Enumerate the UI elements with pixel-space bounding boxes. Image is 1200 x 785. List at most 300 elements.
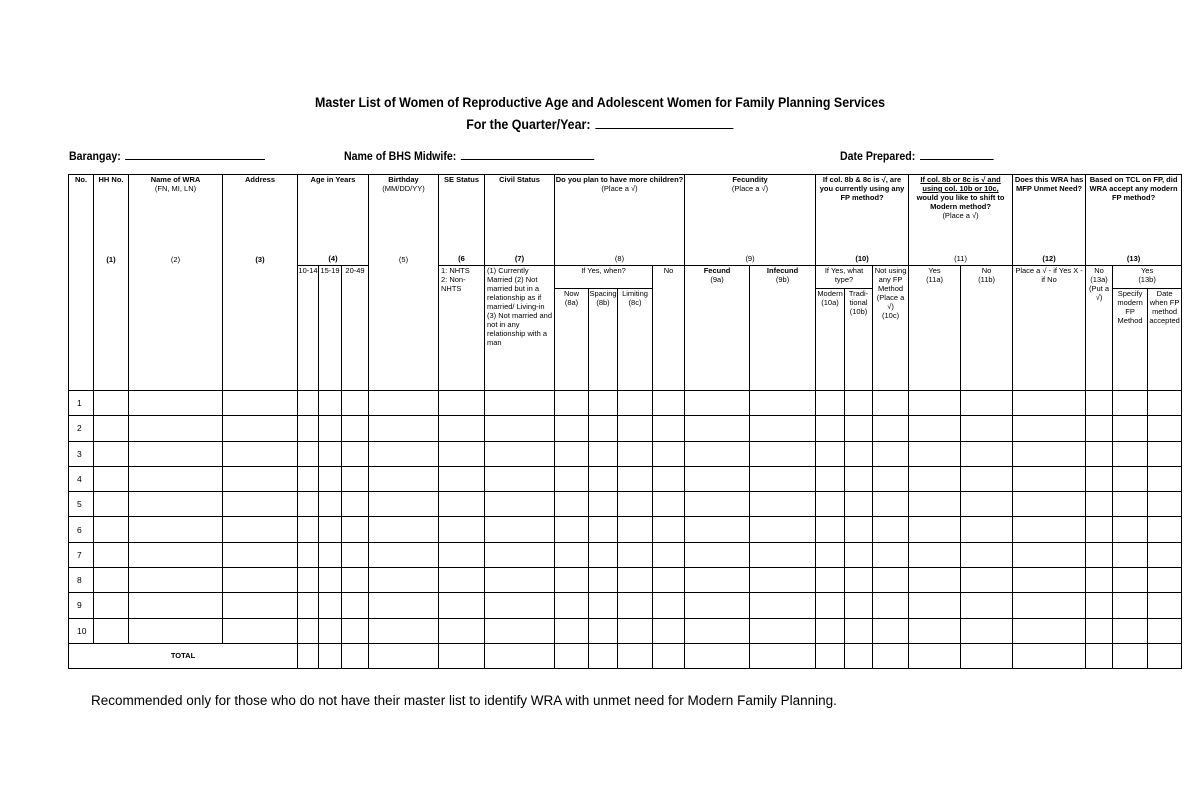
table-cell[interactable]: [961, 416, 1013, 441]
table-cell[interactable]: [223, 391, 298, 416]
table-cell[interactable]: [1013, 466, 1086, 491]
row-number: 10: [69, 618, 94, 643]
table-cell[interactable]: [1148, 391, 1182, 416]
table-cell[interactable]: [816, 466, 845, 491]
total-cell[interactable]: [873, 643, 909, 668]
table-cell[interactable]: [653, 466, 685, 491]
table-cell[interactable]: [1086, 568, 1113, 593]
total-cell[interactable]: [369, 643, 439, 668]
barangay-blank[interactable]: [126, 148, 266, 160]
table-cell[interactable]: [298, 391, 319, 416]
row-number: 4: [69, 466, 94, 491]
table-cell[interactable]: [589, 492, 618, 517]
table-cell[interactable]: [223, 542, 298, 567]
total-cell[interactable]: [685, 643, 750, 668]
table-cell[interactable]: [369, 542, 439, 567]
table-cell[interactable]: [618, 492, 653, 517]
table-cell[interactable]: [369, 416, 439, 441]
table-cell[interactable]: [369, 517, 439, 542]
table-cell[interactable]: [909, 391, 961, 416]
table-cell[interactable]: [1148, 441, 1182, 466]
col-fecundity-title: Fecundity: [732, 175, 768, 184]
table-cell[interactable]: [618, 618, 653, 643]
table-cell[interactable]: [555, 542, 589, 567]
table-cell[interactable]: [1013, 416, 1086, 441]
table-cell[interactable]: [816, 618, 845, 643]
table-cell[interactable]: [485, 391, 555, 416]
table-cell[interactable]: [685, 618, 750, 643]
plan-now-number: (8a): [564, 298, 579, 307]
table-cell[interactable]: [439, 568, 485, 593]
table-cell[interactable]: [342, 618, 369, 643]
table-cell[interactable]: [653, 492, 685, 517]
table-cell[interactable]: [618, 517, 653, 542]
table-cell[interactable]: [298, 542, 319, 567]
table-cell[interactable]: [298, 568, 319, 593]
table-cell[interactable]: [319, 492, 342, 517]
plan-limiting-label: Limiting: [622, 289, 648, 298]
table-cell[interactable]: [1086, 441, 1113, 466]
col-11-line3: would you like to shift to Modern method?: [916, 193, 1005, 211]
total-cell[interactable]: [485, 643, 555, 668]
table-cell[interactable]: [319, 441, 342, 466]
table-cell[interactable]: [909, 492, 961, 517]
total-cell[interactable]: [439, 643, 485, 668]
table-cell[interactable]: [653, 618, 685, 643]
table-cell[interactable]: [589, 593, 618, 618]
total-cell[interactable]: [1086, 643, 1113, 668]
table-cell[interactable]: [816, 593, 845, 618]
table-cell[interactable]: [909, 542, 961, 567]
table-cell[interactable]: [129, 441, 223, 466]
table-cell[interactable]: [873, 466, 909, 491]
table-cell[interactable]: [439, 391, 485, 416]
table-cell[interactable]: [485, 416, 555, 441]
table-cell[interactable]: [1113, 568, 1148, 593]
table-cell[interactable]: [589, 416, 618, 441]
table-cell[interactable]: [439, 542, 485, 567]
sub-header-row: [69, 266, 1182, 289]
table-cell[interactable]: [342, 466, 369, 491]
total-cell[interactable]: [845, 643, 873, 668]
table-cell[interactable]: [873, 492, 909, 517]
table-cell[interactable]: [750, 593, 816, 618]
table-cell[interactable]: [685, 542, 750, 567]
table-cell[interactable]: [685, 568, 750, 593]
table-cell[interactable]: [439, 517, 485, 542]
table-cell[interactable]: [94, 542, 129, 567]
total-cell[interactable]: [618, 643, 653, 668]
table-cell[interactable]: [1148, 517, 1182, 542]
table-cell[interactable]: [685, 593, 750, 618]
table-cell[interactable]: [845, 416, 873, 441]
col-birthday-sub: [369, 266, 439, 391]
table-cell[interactable]: [873, 618, 909, 643]
table-cell[interactable]: [961, 517, 1013, 542]
table-cell[interactable]: [618, 441, 653, 466]
table-cell[interactable]: [816, 568, 845, 593]
table-cell[interactable]: [485, 568, 555, 593]
table-cell[interactable]: [816, 492, 845, 517]
total-cell[interactable]: [342, 643, 369, 668]
table-cell[interactable]: [873, 441, 909, 466]
table-cell[interactable]: [94, 568, 129, 593]
table-cell[interactable]: [618, 593, 653, 618]
table-cell[interactable]: [439, 416, 485, 441]
table-cell[interactable]: [555, 492, 589, 517]
table-cell[interactable]: [555, 441, 589, 466]
table-cell[interactable]: [369, 466, 439, 491]
table-cell[interactable]: [961, 568, 1013, 593]
total-cell[interactable]: [319, 643, 342, 668]
table-cell[interactable]: [319, 517, 342, 542]
table-cell[interactable]: [298, 441, 319, 466]
total-cell[interactable]: [298, 643, 319, 668]
table-cell[interactable]: [129, 466, 223, 491]
table-cell[interactable]: [1086, 391, 1113, 416]
table-cell[interactable]: [589, 517, 618, 542]
table-cell[interactable]: [1148, 593, 1182, 618]
table-cell[interactable]: [873, 542, 909, 567]
table-cell[interactable]: [129, 593, 223, 618]
table-cell[interactable]: [1086, 618, 1113, 643]
table-cell[interactable]: [685, 416, 750, 441]
table-cell[interactable]: [298, 466, 319, 491]
table-cell[interactable]: [342, 391, 369, 416]
col-name-subcell: [129, 266, 223, 391]
table-cell[interactable]: [319, 466, 342, 491]
se-option-nhts: 1: NHTS: [441, 266, 470, 275]
table-cell[interactable]: [845, 391, 873, 416]
table-cell[interactable]: [873, 568, 909, 593]
col-11-line1: If col. 8b or 8c is √ and: [920, 175, 1001, 184]
table-cell[interactable]: [1013, 517, 1086, 542]
table-cell[interactable]: [618, 542, 653, 567]
plan-spacing: [589, 289, 618, 391]
age-15-19: 15-19: [319, 266, 342, 391]
table-cell[interactable]: [342, 568, 369, 593]
table-cell[interactable]: [961, 593, 1013, 618]
civil-options: (1) Currently Married (2) Not married but in a relationship as if married/ Living-in (3) Not married and not in any relationship with a man: [485, 266, 555, 391]
table-cell[interactable]: [94, 618, 129, 643]
table-cell[interactable]: [845, 618, 873, 643]
table-cell[interactable]: [319, 391, 342, 416]
table-cell[interactable]: [750, 416, 816, 441]
table-cell[interactable]: [223, 517, 298, 542]
table-cell[interactable]: [485, 542, 555, 567]
table-cell[interactable]: [369, 568, 439, 593]
table-cell[interactable]: [298, 492, 319, 517]
table-cell[interactable]: [816, 391, 845, 416]
table-cell[interactable]: [750, 466, 816, 491]
date-prepared-blank[interactable]: [920, 148, 994, 160]
table-cell[interactable]: [685, 441, 750, 466]
col10-not-using-label: Not using any FP Method (Place a √): [874, 266, 907, 311]
table-cell[interactable]: [653, 593, 685, 618]
table-cell[interactable]: [816, 416, 845, 441]
table-cell[interactable]: [342, 593, 369, 618]
col-hhno-title: HH No.: [98, 175, 124, 184]
col-12-title: Does this WRA has MFP Unmet Need?: [1014, 175, 1084, 193]
table-cell[interactable]: [129, 568, 223, 593]
table-cell[interactable]: [1113, 492, 1148, 517]
table-cell[interactable]: [1148, 618, 1182, 643]
total-cell[interactable]: [589, 643, 618, 668]
table-cell[interactable]: [653, 542, 685, 567]
table-cell[interactable]: [1113, 441, 1148, 466]
table-cell[interactable]: [129, 391, 223, 416]
col12-instructions: Place a √ - if Yes X - if No: [1013, 266, 1086, 391]
table-cell[interactable]: [816, 542, 845, 567]
table-cell[interactable]: [129, 492, 223, 517]
table-cell[interactable]: [319, 568, 342, 593]
table-cell[interactable]: [909, 416, 961, 441]
table-cell[interactable]: [1013, 391, 1086, 416]
table-cell[interactable]: [589, 542, 618, 567]
table-cell[interactable]: [618, 466, 653, 491]
table-cell[interactable]: [653, 416, 685, 441]
table-cell[interactable]: [1148, 416, 1182, 441]
table-cell[interactable]: [129, 542, 223, 567]
form-subtitle: [48, 117, 1152, 132]
table-cell[interactable]: [653, 568, 685, 593]
plan-limiting: [618, 289, 653, 391]
table-cell[interactable]: [909, 466, 961, 491]
table-cell[interactable]: [961, 618, 1013, 643]
table-cell[interactable]: [439, 466, 485, 491]
table-cell[interactable]: [845, 593, 873, 618]
table-cell[interactable]: [1086, 416, 1113, 441]
table-cell[interactable]: [589, 391, 618, 416]
table-cell[interactable]: [319, 593, 342, 618]
table-cell[interactable]: [816, 517, 845, 542]
table-cell[interactable]: [94, 517, 129, 542]
table-cell[interactable]: [873, 593, 909, 618]
table-cell[interactable]: [555, 618, 589, 643]
total-cell[interactable]: [816, 643, 845, 668]
total-row: [69, 643, 1182, 668]
total-cell[interactable]: [1013, 643, 1086, 668]
table-cell[interactable]: [1113, 542, 1148, 567]
table-cell[interactable]: [342, 542, 369, 567]
table-cell[interactable]: [618, 391, 653, 416]
table-cell[interactable]: [685, 466, 750, 491]
table-cell[interactable]: [873, 391, 909, 416]
table-cell[interactable]: [223, 492, 298, 517]
table-cell[interactable]: [342, 517, 369, 542]
table-cell[interactable]: [845, 517, 873, 542]
total-cell[interactable]: [909, 643, 961, 668]
table-cell[interactable]: [653, 517, 685, 542]
table-cell[interactable]: [909, 441, 961, 466]
table-cell[interactable]: [750, 542, 816, 567]
table-cell[interactable]: [1013, 618, 1086, 643]
table-cell[interactable]: [1148, 542, 1182, 567]
table-cell[interactable]: [485, 593, 555, 618]
table-row: [69, 492, 1182, 517]
table-cell[interactable]: [369, 618, 439, 643]
table-cell[interactable]: [319, 416, 342, 441]
col-name-sub: (FN, MI, LN): [154, 184, 197, 193]
table-cell[interactable]: [1113, 416, 1148, 441]
table-cell[interactable]: [909, 517, 961, 542]
table-cell[interactable]: [685, 492, 750, 517]
table-cell[interactable]: [750, 441, 816, 466]
table-cell[interactable]: [873, 416, 909, 441]
table-cell[interactable]: [298, 517, 319, 542]
table-cell[interactable]: [129, 618, 223, 643]
table-cell[interactable]: [589, 618, 618, 643]
table-cell[interactable]: [369, 391, 439, 416]
table-cell[interactable]: [485, 492, 555, 517]
table-cell[interactable]: [909, 593, 961, 618]
table-cell[interactable]: [439, 593, 485, 618]
table-cell[interactable]: [439, 618, 485, 643]
col-se-number: (6: [458, 254, 465, 263]
table-cell[interactable]: [1086, 492, 1113, 517]
table-cell[interactable]: [369, 441, 439, 466]
table-cell[interactable]: [685, 517, 750, 542]
table-cell[interactable]: [94, 492, 129, 517]
table-cell[interactable]: [319, 542, 342, 567]
table-cell[interactable]: [319, 618, 342, 643]
col-no-sub: [69, 266, 94, 391]
table-cell[interactable]: [223, 568, 298, 593]
table-cell[interactable]: [485, 618, 555, 643]
table-cell[interactable]: [1113, 593, 1148, 618]
table-cell[interactable]: [1013, 492, 1086, 517]
table-cell[interactable]: [750, 492, 816, 517]
table-cell[interactable]: [653, 391, 685, 416]
table-cell[interactable]: [342, 416, 369, 441]
table-cell[interactable]: [653, 441, 685, 466]
table-cell[interactable]: [439, 492, 485, 517]
table-cell[interactable]: [298, 416, 319, 441]
table-cell[interactable]: [223, 618, 298, 643]
table-cell[interactable]: [555, 517, 589, 542]
table-cell[interactable]: [750, 618, 816, 643]
table-cell[interactable]: [589, 441, 618, 466]
table-cell[interactable]: [845, 441, 873, 466]
table-cell[interactable]: [129, 416, 223, 441]
table-cell[interactable]: [555, 466, 589, 491]
table-cell[interactable]: [369, 593, 439, 618]
table-cell[interactable]: [555, 568, 589, 593]
table-cell[interactable]: [485, 466, 555, 491]
table-cell[interactable]: [94, 466, 129, 491]
table-row: [69, 568, 1182, 593]
table-cell[interactable]: [439, 441, 485, 466]
table-cell[interactable]: [485, 441, 555, 466]
col-birthday-title: Birthday: [388, 175, 419, 184]
midwife-blank[interactable]: [461, 148, 594, 160]
table-cell[interactable]: [1148, 568, 1182, 593]
col-11-sub: (Place a √): [942, 211, 979, 220]
row-number: 2: [69, 416, 94, 441]
total-cell[interactable]: [750, 643, 816, 668]
table-cell[interactable]: [873, 517, 909, 542]
quarter-year-blank[interactable]: [596, 117, 734, 129]
table-cell[interactable]: [1148, 466, 1182, 491]
table-cell[interactable]: [685, 391, 750, 416]
table-cell[interactable]: [1086, 517, 1113, 542]
table-cell[interactable]: [298, 593, 319, 618]
table-cell[interactable]: [1113, 391, 1148, 416]
table-cell[interactable]: [555, 593, 589, 618]
table-cell[interactable]: [816, 441, 845, 466]
table-cell[interactable]: [1013, 542, 1086, 567]
total-cell[interactable]: [961, 643, 1013, 668]
total-cell[interactable]: [1113, 643, 1148, 668]
table-cell[interactable]: [909, 618, 961, 643]
table-cell[interactable]: [129, 517, 223, 542]
table-cell[interactable]: [1086, 593, 1113, 618]
table-cell[interactable]: [618, 568, 653, 593]
table-cell[interactable]: [223, 593, 298, 618]
table-cell[interactable]: [94, 441, 129, 466]
table-cell[interactable]: [223, 441, 298, 466]
table-cell[interactable]: [1013, 593, 1086, 618]
total-cell[interactable]: [555, 643, 589, 668]
table-cell[interactable]: [750, 391, 816, 416]
total-cell[interactable]: [1148, 643, 1182, 668]
table-cell[interactable]: [1148, 492, 1182, 517]
table-cell[interactable]: [961, 492, 1013, 517]
table-cell[interactable]: [94, 391, 129, 416]
table-cell[interactable]: [1013, 568, 1086, 593]
table-cell[interactable]: [750, 517, 816, 542]
table-cell[interactable]: [298, 618, 319, 643]
col10-not-using: [873, 266, 909, 391]
table-cell[interactable]: [1086, 542, 1113, 567]
table-cell[interactable]: [845, 466, 873, 491]
table-cell[interactable]: [909, 568, 961, 593]
table-cell[interactable]: [555, 416, 589, 441]
table-cell[interactable]: [845, 542, 873, 567]
table-cell[interactable]: [1086, 466, 1113, 491]
row-number: 7: [69, 542, 94, 567]
table-cell[interactable]: [223, 466, 298, 491]
table-cell[interactable]: [750, 568, 816, 593]
table-cell[interactable]: [1013, 441, 1086, 466]
table-cell[interactable]: [845, 568, 873, 593]
table-cell[interactable]: [1113, 618, 1148, 643]
table-cell[interactable]: [94, 416, 129, 441]
table-cell[interactable]: [485, 517, 555, 542]
table-cell[interactable]: [223, 416, 298, 441]
table-cell[interactable]: [369, 492, 439, 517]
table-cell[interactable]: [618, 416, 653, 441]
table-cell[interactable]: [94, 593, 129, 618]
col13-yes-number: (13b): [1138, 275, 1156, 284]
col13-yes-label: Yes: [1140, 266, 1154, 275]
table-cell[interactable]: [961, 466, 1013, 491]
table-cell[interactable]: [845, 492, 873, 517]
table-cell[interactable]: [342, 441, 369, 466]
col-fecundity-number: (9): [745, 254, 755, 263]
table-cell[interactable]: [961, 391, 1013, 416]
table-cell[interactable]: [555, 391, 589, 416]
table-cell[interactable]: [589, 568, 618, 593]
table-cell[interactable]: [961, 441, 1013, 466]
table-cell[interactable]: [342, 492, 369, 517]
table-cell[interactable]: [1113, 517, 1148, 542]
table-cell[interactable]: [589, 466, 618, 491]
table-cell[interactable]: [961, 542, 1013, 567]
total-cell[interactable]: [653, 643, 685, 668]
table-cell[interactable]: [1113, 466, 1148, 491]
plan-no: No: [653, 266, 685, 391]
